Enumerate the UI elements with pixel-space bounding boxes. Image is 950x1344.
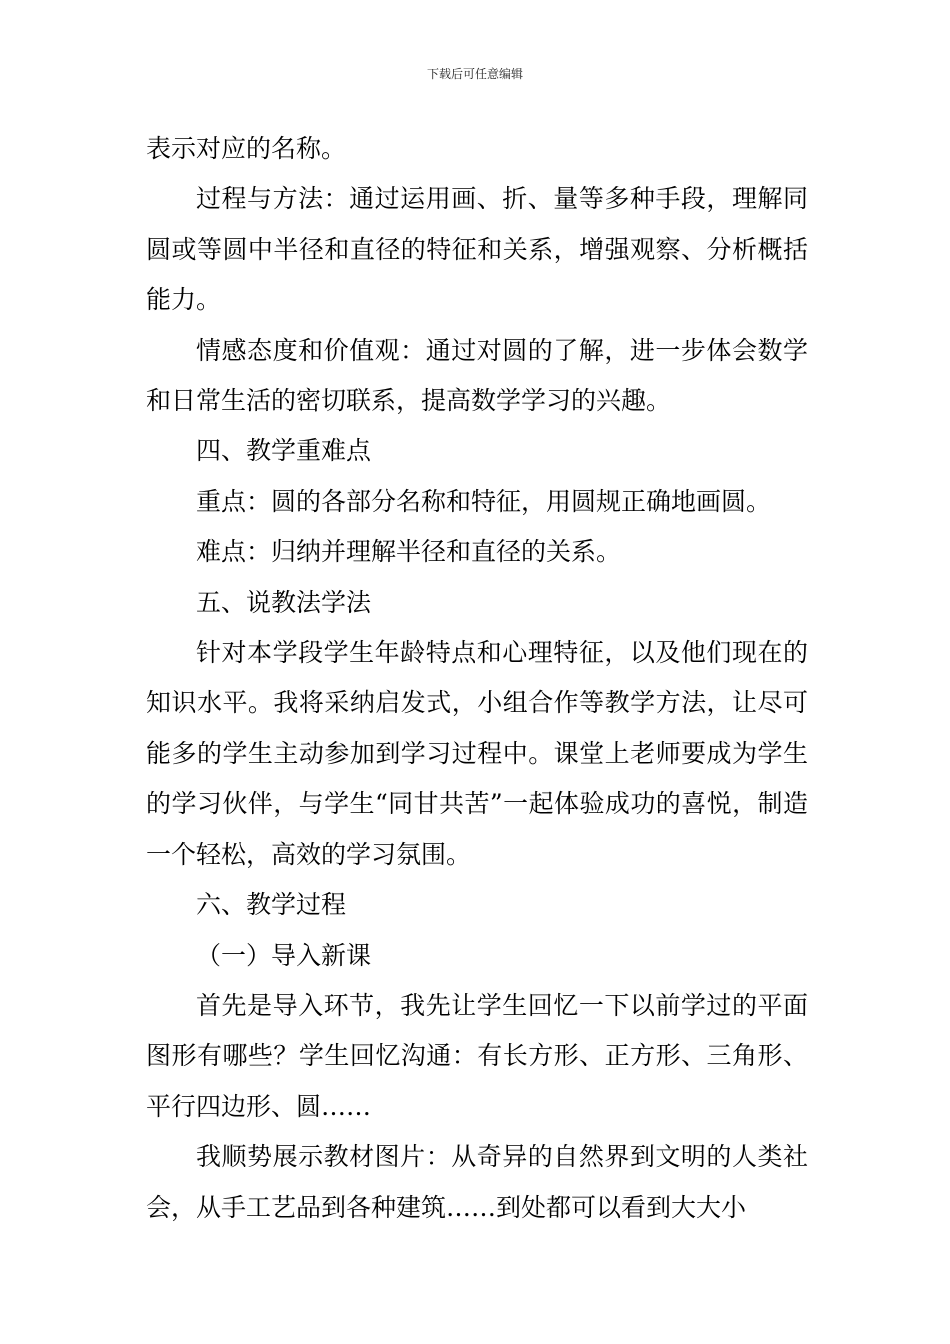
paragraph-introduction: 首先是导入环节，我先让学生回忆一下以前学过的平面图形有哪些？学生回忆沟通：有长方形、正方形、三角形、平行四边形、圆…… [146, 990, 808, 1121]
page-header-note: 下载后可任意编辑 [426, 67, 523, 81]
section-heading-teaching-methods: 五、说教法学法 [196, 587, 372, 617]
paragraph-teaching-methods: 针对本学段学生年龄特点和心理特征，以及他们现在的知识水平。我将采纳启发式，小组合作等教学方法，让尽可能多的学生主动参加到学习过程中。课堂上老师要成为学生的学习伙伴，与学生“同甘共苦”一起体验成功的喜悦，制造一个轻松，高效的学习氛围。 [146, 638, 808, 869]
paragraph-process-method: 过程与方法：通过运用画、折、量等多种手段，理解同圆或等圆中半径和直径的特征和关系，增强观察、分析概括能力。 [146, 184, 808, 315]
subsection-heading-introduction: （一）导入新课 [196, 940, 372, 970]
paragraph-textbook-images: 我顺势展示教材图片：从奇异的自然界到文明的人类社会，从手工艺品到各种建筑……到处都可以看到大大小 [146, 1142, 808, 1222]
paragraph-emotion-values: 情感态度和价值观：通过对圆的了解，进一步体会数学和日常生活的密切联系，提高数学学习的兴趣。 [146, 335, 808, 416]
paragraph-difficult-point: 难点：归纳并理解半径和直径的关系。 [196, 537, 622, 567]
section-heading-key-points: 四、教学重难点 [196, 436, 372, 466]
paragraph-key-point: 重点：圆的各部分名称和特征，用圆规正确地画圆。 [196, 486, 772, 516]
section-heading-teaching-process: 六、教学过程 [196, 890, 347, 920]
document-body [146, 124, 808, 1233]
paragraph-continuation: 表示对应的名称。 [146, 134, 347, 163]
